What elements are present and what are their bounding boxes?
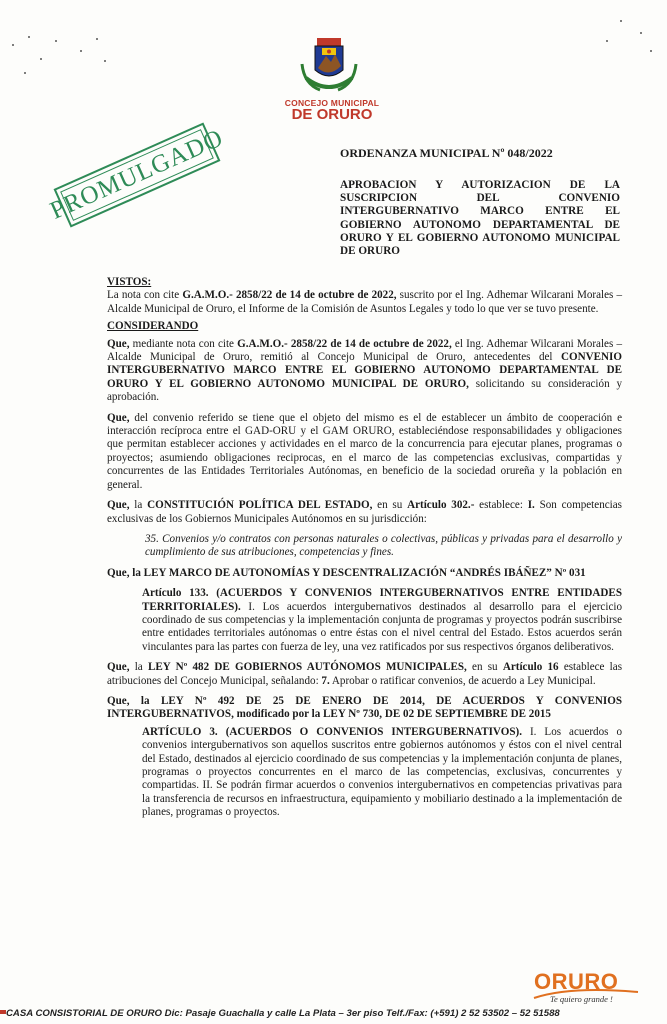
considerando-heading-ley-031: Que, la LEY MARCO DE AUTONOMÍAS Y DESCENTRALIZACIÓN “ANDRÉS IBÁÑEZ” Nº 031 — [107, 566, 586, 579]
council-name-line2: DE ORURO — [291, 106, 373, 123]
section-heading-vistos: VISTOS: — [107, 276, 152, 288]
ordinance-title: ORDENANZA MUNICIPAL Nº 048/2022 — [340, 146, 553, 160]
considerando-paragraph-ley-482: Que, la LEY Nº 482 DE GOBIERNOS AUTÓNOMOS MUNICIPALES, en su Artículo 16 establece las atribuciones del Concejo Municipal, señalando: 7. Aprobar o ratificar convenios, de acuerdo a Ley Municipal. — [107, 661, 623, 687]
considerando-paragraph-1: Que, mediante nota con cite G.A.M.O.- 2858/22 de 14 de octubre de 2022, el Ing. Adhemar Wilcarani Morales – Alcalde Municipal de Oruro, remitió al Concejo Municipal de Oruro, antecedentes del CONVENIO INTERGUBERNATIVO MARCO ENTRE EL GOBIERNO AUTONOMO DEPARTAMENTAL DE ORURO Y EL GOBIERNO AUTONOMO MUNICIPAL DE ORURO, solicitando su consideración y aprobación. — [107, 337, 623, 404]
considerando-heading-ley-492: Que, la LEY Nº 492 DE 25 DE ENERO DE 2014, DE ACUERDOS Y CONVENIOS INTERGUBERNATIVOS, modificado por la LEY Nº 730, DE 02 DE SEPTIEMBRE DE 2015 — [107, 694, 622, 721]
council-name-line1: CONCEJO MUNICIPAL — [284, 98, 380, 108]
section-heading-considerando: CONSIDERANDO — [107, 320, 199, 333]
considerando-paragraph-3: Que, la CONSTITUCIÓN POLÍTICA DEL ESTADO, en su Artículo 302.- establece: I. Son competencias exclusivas de los Gobiernos Municipales Autónomos en su jurisdicción: — [107, 499, 622, 525]
footer-slogan: Te quiero grande ! — [550, 994, 613, 1004]
promulgado-stamp — [46, 122, 228, 227]
ordinance-subject: APROBACION Y AUTORIZACION DE LA SUSCRIPCION DEL CONVENIO INTERGUBERNATIVO MARCO ENTRE EL GOBIERNO AUTONOMO DEPARTAMENTAL DE ORURO Y EL GOBIERNO AUTONOMO MUNICIPAL DE ORURO — [340, 179, 620, 258]
footer-brand: ORURO — [534, 969, 619, 994]
ley-492-article-3: ARTÍCULO 3. (ACUERDOS O CONVENIOS INTERGUBERNATIVOS). I. Los acuerdos o convenios intergubernativos son aquellos suscritos entre gobiernos autónomos y éstos con el nivel central del Estado, destinados al ejercicio coordinado de sus competencias y la implementación conjunta de planes, programas o proyectos concurrentes en el marco de las competencias, exclusivas, concurrentes y compartidas. II. Se podrán firmar acuerdos o convenios intergubernativos en competencias privativas para la transferencia de recursos en infraestructura, equipamiento y mobiliario destinado a la implementación de planes, programas o proyectos. — [142, 725, 622, 819]
ley-031-article-133: Artículo 133. (ACUERDOS Y CONVENIOS INTERGUBERNATIVOS ENTRE ENTIDADES TERRITORIALES). I. Los acuerdos intergubernativos destinados al desarrollo para el ejercicio coordinado de sus competencias y la implementación conjunta de programas y proyectos podrán suscribirse entre entidades territoriales autónomas o entre éstas con el nivel central del Estado. Estos acuerdos serán vinculantes para las partes con fuerza de ley, una vez ratificados por sus respectivos órganos deliberativos. — [142, 587, 622, 653]
document-body — [107, 276, 622, 820]
constitution-quote: 35. Convenios y/o contratos con personas naturales o colectivas, públicas y privadas para el desarrollo y cumplimiento de sus atribuciones, competencias y fines. — [145, 532, 622, 559]
considerando-paragraph-2: Que, del convenio referido se tiene que el objeto del mismo es el de establecer un ámbito de cooperación e interacción recíproca entre el GAD-ORU y el GAM ORURO, estableciéndose responsabilidades y obligaciones que permitan establecer acciones y actividades en el marco de la concurrencia para ejecutar planes, programas o proyectos; asumiendo obligaciones reciprocas, en el marco de las competencias exclusivas, compartidas y concurrentes de las Entidades Territoriales Autónomas, en beneficio de la sociedad orureña y la población en general. — [107, 411, 622, 491]
municipal-coat-of-arms-logo — [298, 34, 360, 96]
vistos-paragraph: La nota con cite G.A.M.O.- 2858/22 de 14 de octubre de 2022, suscrito por el Ing. Adhemar Wilcarani Morales – Alcalde Municipal de Oruro, el Informe de la Comisión de Asuntos Legales y todo lo que ver se tuvo presente. — [107, 289, 622, 315]
footer-address: CASA CONSISTORIAL DE ORURO Dic: Pasaje Guachalla y calle La Plata – 3er piso Telf./Fax: (+591) 2 52 53502 – 52 51588 — [6, 1008, 667, 1019]
stamp-text: PROMULGADO — [46, 124, 228, 225]
